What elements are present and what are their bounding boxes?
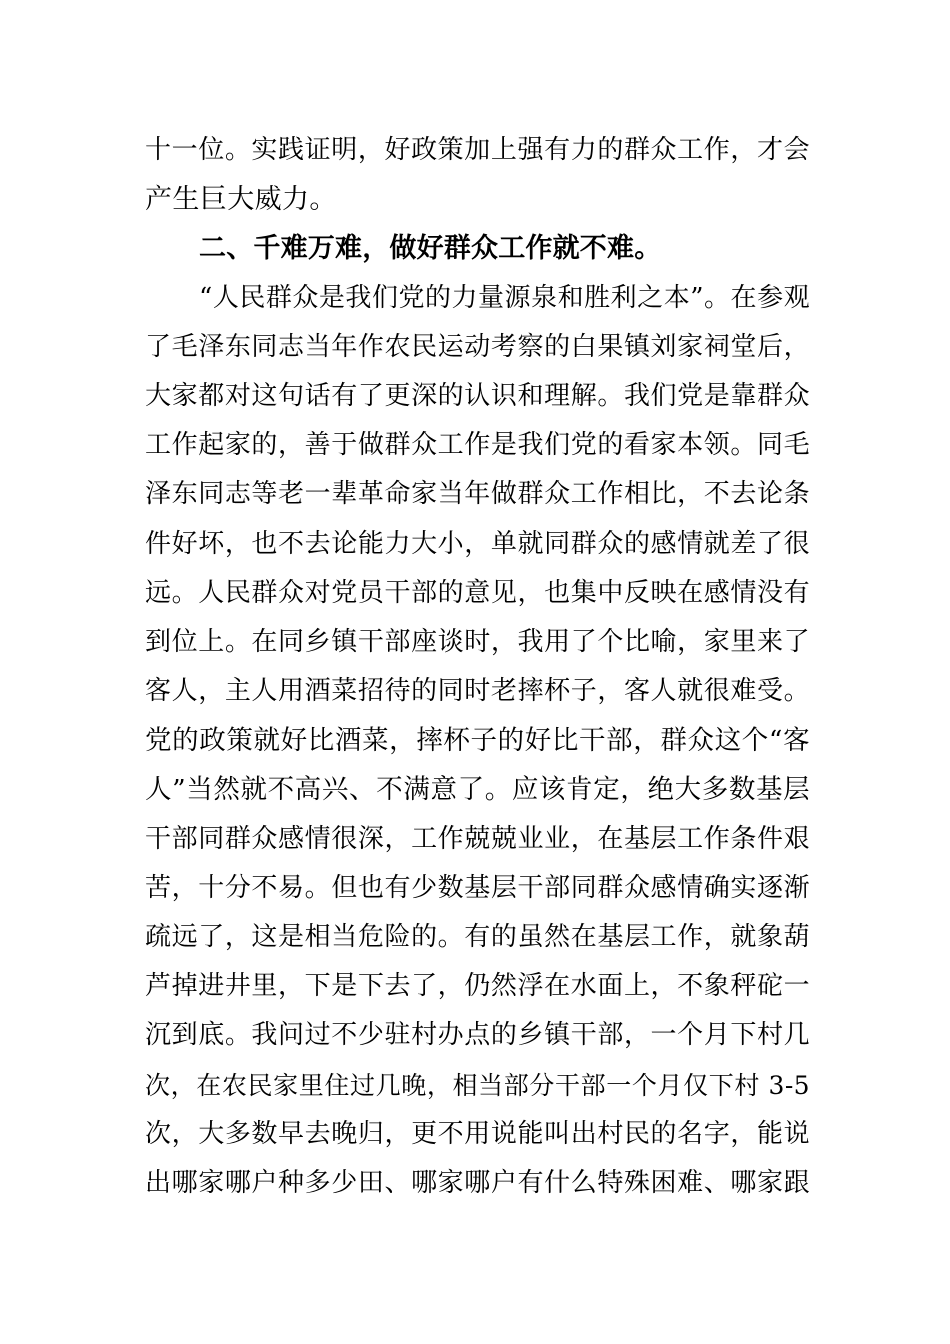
paragraph-line: 到位上。在同乡镇干部座谈时，我用了个比喻，家里来了 [145, 626, 810, 657]
paragraph-line: 苦，十分不易。但也有少数基层干部同群众感情确实逐渐 [145, 872, 810, 903]
document-body [145, 126, 810, 1208]
paragraph-line: 了毛泽东同志当年作农民运动考察的白果镇刘家祠堂后， [145, 331, 810, 362]
paragraph-line: 远。人民群众对党员干部的意见，也集中反映在感情没有 [145, 577, 810, 608]
paragraph-line: 芦掉进井里，下是下去了，仍然浮在水面上，不象秤砣一 [145, 971, 810, 1002]
paragraph-line: 件好坏，也不去论能力大小，单就同群众的感情就差了很 [145, 528, 810, 559]
paragraph-line: 泽东同志等老一辈革命家当年做群众工作相比，不去论条 [145, 479, 810, 510]
paragraph-line: 干部同群众感情很深，工作兢兢业业，在基层工作条件艰 [145, 823, 810, 854]
paragraph-line: 十一位。实践证明，好政策加上强有力的群众工作，才会 [145, 135, 810, 165]
paragraph-line: 出哪家哪户种多少田、哪家哪户有什么特殊困难、哪家跟 [145, 1167, 810, 1198]
paragraph-line: 次，大多数早去晚归，更不用说能叫出村民的名字，能说 [145, 1118, 810, 1149]
paragraph-line: “人民群众是我们党的力量源泉和胜利之本”。在参观 [199, 282, 810, 313]
paragraph-line: 大家都对这句话有了更深的认识和理解。我们党是靠群众 [145, 380, 810, 411]
paragraph-line: 疏远了，这是相当危险的。有的虽然在基层工作，就象葫 [145, 922, 810, 952]
paragraph-line: 客人，主人用酒菜招待的同时老摔杯子，客人就很难受。 [145, 676, 810, 707]
paragraph-line: 工作起家的，善于做群众工作是我们党的看家本领。同毛 [145, 430, 810, 461]
paragraph-line: 次，在农民家里住过几晚，相当部分干部一个月仅下村 3-5 [145, 1070, 810, 1100]
paragraph-line: 产生巨大威力。 [145, 184, 337, 216]
section-heading: 二、千难万难，做好群众工作就不难。 [199, 233, 662, 265]
paragraph-line: 人”当然就不高兴、不满意了。应该肯定，绝大多数基层 [145, 774, 810, 806]
paragraph-line: 党的政策就好比酒菜，摔杯子的好比干部，群众这个“客 [145, 725, 810, 757]
paragraph-line: 沉到底。我问过不少驻村办点的乡镇干部，一个月下村几 [145, 1020, 810, 1051]
